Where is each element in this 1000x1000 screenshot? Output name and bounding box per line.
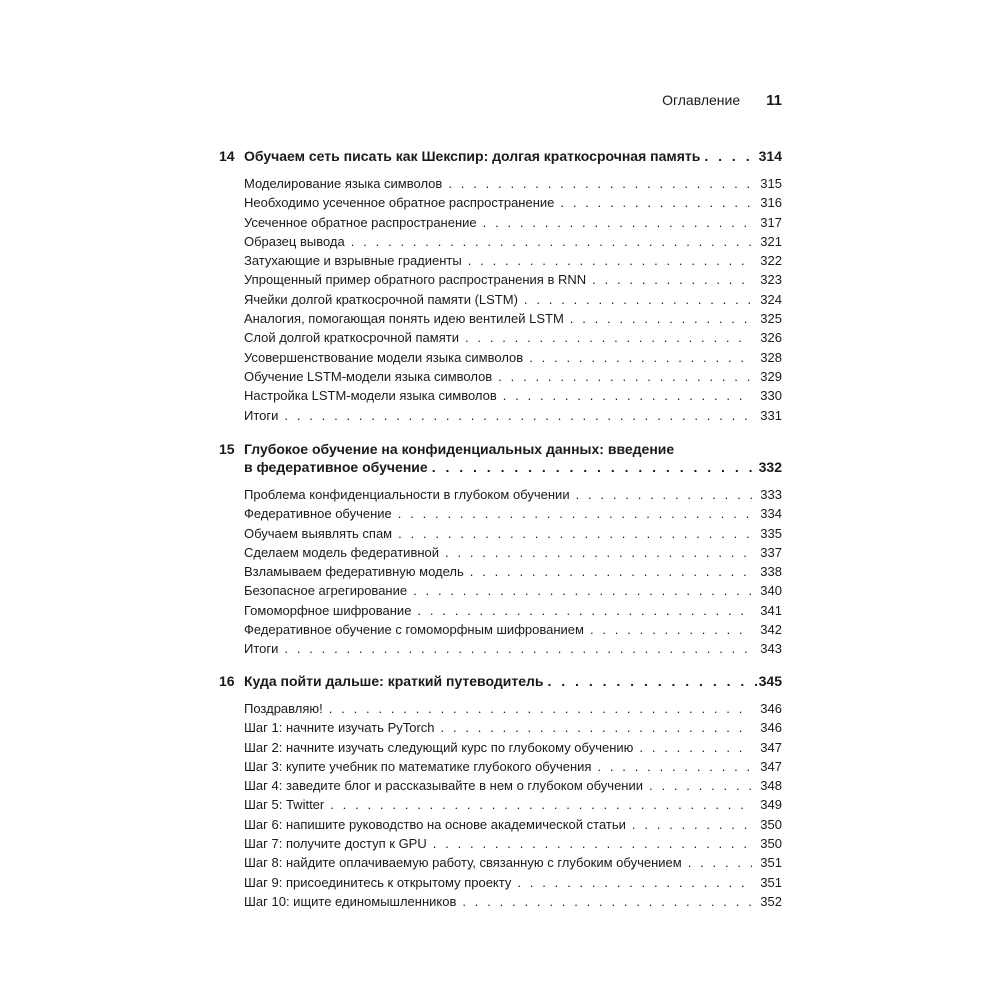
toc-entry[interactable]	[244, 776, 782, 795]
entry-title: Обучаем выявлять спам	[244, 525, 393, 541]
entry-page: 333	[760, 487, 782, 502]
leader-dots	[547, 672, 756, 690]
toc-entry[interactable]	[244, 892, 782, 911]
chapter-page: 345	[758, 673, 782, 689]
leader-dots	[590, 620, 752, 639]
entry-page: 346	[760, 720, 782, 736]
entry-title: Поздравляю!	[244, 701, 323, 716]
toc-entry[interactable]	[244, 757, 782, 776]
entry-page: 342	[760, 622, 782, 638]
entry-page: 325	[760, 311, 782, 327]
chapter-title: Обучаем сеть писать как Шекспир: долгая краткосрочная память	[244, 148, 701, 164]
entry-page: 343	[760, 641, 782, 657]
entry-title: Шаг 7: получите доступ к GPU	[244, 836, 427, 852]
entry-title: Аналогия, помогающая понять идею вентилей LSTM	[244, 311, 564, 327]
leader-dots	[398, 504, 752, 523]
leader-dots	[529, 348, 752, 367]
toc-entry[interactable]	[244, 738, 782, 757]
chapter-title-cont: в федеративное обучение	[244, 459, 428, 475]
entry-title: Образец вывода	[244, 233, 345, 249]
leader-dots	[597, 757, 752, 776]
toc-entry[interactable]	[244, 853, 782, 872]
entry-page: 351	[760, 855, 782, 871]
chapter-title: Глубокое обучение на конфиденциальных данных: введение	[244, 441, 675, 457]
entry-title: Обучение LSTM-модели языка символов	[244, 368, 493, 384]
entry-title: Федеративное обучение	[244, 506, 392, 522]
page-number: 11	[766, 92, 782, 109]
entry-page: 347	[760, 739, 782, 755]
toc-entry[interactable]	[244, 174, 782, 193]
chapter-heading[interactable]	[219, 672, 782, 690]
entry-title: Проблема конфиденциальности в глубоком обучении	[244, 487, 570, 502]
entry-title: Шаг 6: напишите руководство на основе академической статьи	[244, 816, 626, 832]
toc-entry[interactable]	[244, 309, 782, 328]
leader-dots	[639, 738, 752, 757]
chapter-15	[219, 440, 782, 659]
toc-entry[interactable]	[244, 834, 782, 853]
toc-entry[interactable]	[244, 485, 782, 504]
chapter-page: 332	[758, 459, 782, 475]
leader-dots	[330, 795, 752, 814]
entry-page: 337	[760, 544, 782, 560]
leader-dots	[351, 232, 752, 251]
toc-entry[interactable]	[244, 543, 782, 562]
toc-entry[interactable]	[244, 386, 782, 405]
chapter-number: 15	[219, 441, 235, 457]
entry-title: Усеченное обратное распространение	[244, 214, 477, 230]
entry-page: 324	[760, 291, 782, 307]
entry-title: Необходимо усеченное обратное распространение	[244, 195, 555, 211]
entry-page: 334	[760, 506, 782, 522]
toc-entry[interactable]	[244, 270, 782, 289]
leader-dots	[284, 639, 752, 658]
leader-dots	[632, 815, 752, 834]
entry-page: 346	[760, 701, 782, 716]
entry-title: Шаг 2: начните изучать следующий курс по глубокому обучению	[244, 739, 634, 755]
toc-entry[interactable]	[244, 251, 782, 270]
leader-dots	[445, 543, 752, 562]
toc-entry[interactable]	[244, 601, 782, 620]
chapter-14	[219, 147, 782, 425]
entry-title: Шаг 3: купите учебник по математике глубокого обучения	[244, 758, 592, 774]
entry-page: 316	[760, 195, 782, 211]
chapter-page: 314	[758, 148, 782, 164]
entry-title: Шаг 8: найдите оплачиваемую работу, связанную с глубоким обучением	[244, 855, 682, 871]
chapter-heading[interactable]	[219, 147, 782, 165]
entry-page: 323	[760, 272, 782, 288]
entry-title: Итоги	[244, 407, 279, 423]
leader-dots	[468, 251, 752, 270]
entry-page: 315	[760, 176, 782, 191]
toc-entry[interactable]	[244, 718, 782, 737]
leader-dots	[649, 776, 752, 795]
entry-title: Настройка LSTM-модели языка символов	[244, 388, 497, 404]
leader-dots	[284, 406, 752, 425]
toc-entry[interactable]	[244, 562, 782, 581]
entry-page: 330	[760, 388, 782, 404]
entry-title: Шаг 1: начните изучать PyTorch	[244, 720, 435, 736]
leader-dots	[465, 328, 752, 347]
toc-entry[interactable]	[244, 290, 782, 309]
leader-dots	[576, 485, 752, 504]
section-list	[219, 485, 782, 659]
entry-page: 348	[760, 778, 782, 794]
leader-dots	[503, 386, 752, 405]
entry-page: 350	[760, 836, 782, 852]
entry-page: 321	[760, 233, 782, 249]
entry-page: 341	[760, 602, 782, 618]
toc-entry[interactable]	[244, 406, 782, 425]
running-title: Оглавление	[662, 92, 741, 108]
entry-title: Шаг 10: ищите единомышленников	[244, 893, 457, 909]
entry-title: Затухающие и взрывные градиенты	[244, 253, 462, 269]
toc-entry[interactable]	[244, 639, 782, 658]
entry-page: 340	[760, 583, 782, 599]
entry-title: Слой долгой краткосрочной памяти	[244, 330, 459, 346]
entry-title: Усовершенствование модели языка символов	[244, 349, 524, 365]
entry-page: 331	[760, 407, 782, 423]
entry-title: Безопасное агрегирование	[244, 583, 408, 599]
toc-entry[interactable]	[244, 699, 782, 718]
entry-page: 350	[760, 816, 782, 832]
toc-entry[interactable]	[244, 815, 782, 834]
entry-page: 322	[760, 253, 782, 269]
entry-title: Моделирование языка символов	[244, 176, 443, 191]
entry-page: 351	[760, 874, 782, 890]
entry-title: Итоги	[244, 641, 279, 657]
leader-dots	[470, 562, 752, 581]
chapter-title: Куда пойти дальше: краткий путеводитель	[244, 673, 544, 689]
chapter-16	[219, 672, 782, 911]
entry-page: 317	[760, 214, 782, 230]
toc-entry[interactable]	[244, 504, 782, 523]
entry-page: 338	[760, 564, 782, 580]
leader-dots	[441, 718, 752, 737]
chapter-number: 14	[219, 148, 235, 164]
entry-title: Шаг 9: присоединитесь к открытому проекту	[244, 874, 512, 890]
leader-dots	[329, 699, 752, 718]
entry-title: Шаг 4: заведите блог и рассказывайте в нем о глубоком обучении	[244, 778, 644, 794]
entry-page: 335	[760, 525, 782, 541]
entry-title: Федеративное обучение с гомоморфным шифрованием	[244, 622, 584, 638]
toc-entry[interactable]	[244, 620, 782, 639]
leader-dots	[462, 892, 752, 911]
section-list	[219, 699, 782, 911]
leader-dots	[417, 601, 752, 620]
entry-title: Ячейки долгой краткосрочной памяти (LSTM)	[244, 291, 518, 307]
toc-entry[interactable]	[244, 232, 782, 251]
leader-dots	[524, 290, 752, 309]
leader-dots	[433, 834, 752, 853]
entry-title: Гомоморфное шифрование	[244, 602, 412, 618]
toc-entry[interactable]	[244, 524, 782, 543]
page-header	[219, 91, 782, 110]
entry-title: Сделаем модель федеративной	[244, 544, 440, 560]
entry-page: 328	[760, 349, 782, 365]
chapter-heading[interactable]	[219, 440, 782, 476]
entry-page: 326	[760, 330, 782, 346]
leader-dots	[432, 458, 757, 476]
toc-entry[interactable]	[244, 581, 782, 600]
entry-title: Взламываем федеративную модель	[244, 564, 464, 580]
toc-entry[interactable]	[244, 193, 782, 212]
toc-entry[interactable]	[244, 367, 782, 386]
toc-entry[interactable]	[244, 348, 782, 367]
toc-entry[interactable]	[244, 328, 782, 347]
entry-page: 349	[760, 797, 782, 813]
leader-dots	[517, 873, 752, 892]
chapter-number: 16	[219, 673, 235, 689]
leader-dots	[483, 213, 752, 232]
leader-dots	[398, 524, 752, 543]
toc-entry[interactable]	[244, 213, 782, 232]
leader-dots	[570, 309, 752, 328]
entry-page: 347	[760, 758, 782, 774]
entry-page: 352	[760, 893, 782, 909]
toc-entry[interactable]	[244, 795, 782, 814]
leader-dots	[704, 147, 756, 165]
leader-dots	[560, 193, 752, 212]
leader-dots	[448, 174, 752, 193]
leader-dots	[498, 367, 752, 386]
entry-page: 329	[760, 368, 782, 384]
leader-dots	[688, 853, 752, 872]
leader-dots	[592, 270, 752, 289]
section-list	[219, 174, 782, 425]
toc-entry[interactable]	[244, 873, 782, 892]
leader-dots	[413, 581, 752, 600]
entry-title: Шаг 5: Twitter	[244, 797, 325, 813]
entry-title: Упрощенный пример обратного распространения в RNN	[244, 272, 587, 288]
